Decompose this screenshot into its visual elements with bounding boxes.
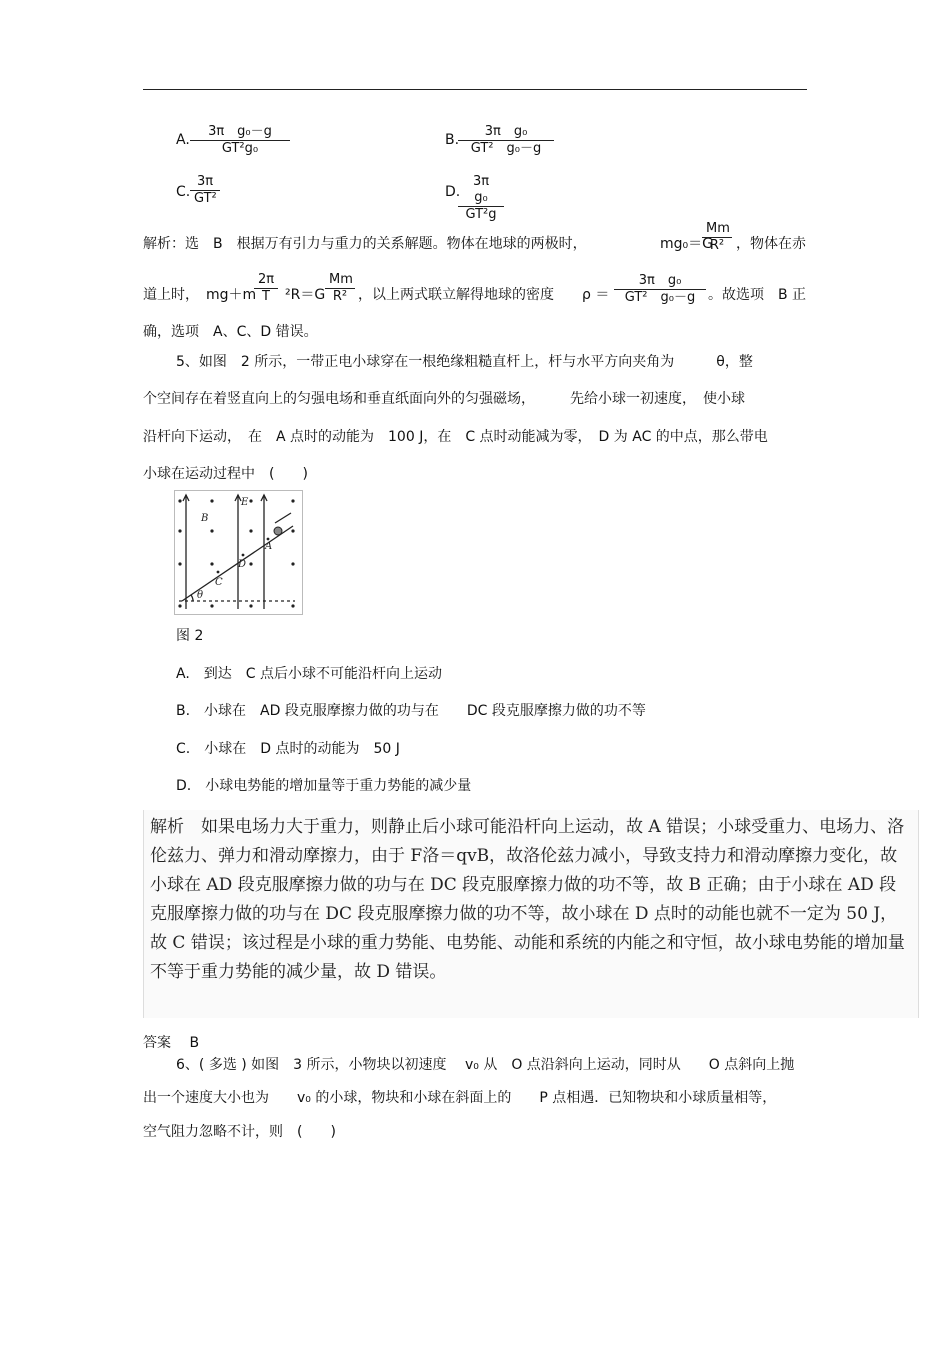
label-e: E [241, 497, 249, 508]
q5-option-b: B. 小球在 AD 段克服摩擦力做的功与在 DC 段克服摩擦力做的功不等 [176, 703, 646, 719]
solution4-frac-mm-r2-b: $\frac{Mm}{\text{R²}}$ [325, 272, 355, 305]
solution4-line1-end: ，物体在赤 [736, 236, 806, 252]
q6-line1: 6、( 多选 ) 如图 3 所示，小物块以初速度 v₀ 从 O 点沿斜向上运动，同时从 O 点斜向上抛 [176, 1057, 795, 1073]
header-rule [143, 89, 807, 90]
option-a-den: GT²g₀ [221, 141, 259, 156]
solution4-rho: ρ ＝ [582, 287, 610, 303]
label-c: C [215, 577, 223, 588]
option-c-den: GT² [194, 191, 217, 206]
option-d-den: GT²g [465, 207, 497, 222]
option-d-label: D. [445, 184, 461, 200]
q6-line2: 出一个速度大小也为 v₀ 的小球，物块和小球在斜面上的 P 点相遇．已知物块和小球质量相等， [143, 1090, 777, 1106]
solution4-line2-mid: ²R＝G [285, 287, 326, 303]
figure-caption: 图 2 [176, 628, 204, 644]
label-a: A [265, 541, 273, 552]
analysis-block: 解析 如果电场力大于重力，则静止后小球可能沿杆向上运动，故 A 错误；小球受重力、电场力、洛伦兹力、弹力和滑动摩擦力，由于 F洛＝qvB，故洛伦兹力减小，导致支持力和滑动摩擦力变化，故小球在 AD 段克服摩擦力做的功与在 DC 段克服摩擦力做的功不等，故 B 正确；由于小球在 AD 段克服摩擦力做的功与在 DC 段克服摩擦力做的功不等，故小球在 D 点时的动能也就不一定为 50 J，故 C 错误；该过程是小球的重力势能、电势能、动能和系统的内能之和守恒，故小球电势能的增加量不等于重力势能的减少量，故 D 错误。 [143, 810, 919, 1018]
option-c-label: C. [176, 184, 191, 200]
solution4-frac-density: $\frac{\text{3π g₀}}{\text{GT² g₀－g}}$ [614, 273, 706, 306]
option-b-den: GT² g₀－g [470, 141, 542, 156]
option-a-fraction [190, 124, 290, 157]
option-b-fraction [458, 124, 554, 157]
q5-line4: 小球在运动过程中 ( ) [143, 466, 308, 482]
option-d-num: 3π g₀ [458, 174, 504, 207]
solution4-line2-end: 。故选项 B 正 [708, 287, 807, 303]
q5-option-a: A. 到达 C 点后小球不可能沿杆向上运动 [176, 666, 443, 682]
solution4-mg0: mg₀＝G [660, 236, 713, 252]
label-b: B [201, 513, 209, 524]
option-b-num: 3π g₀ [458, 124, 554, 141]
solution4-line3: 确，选项 A、C、D 错误。 [143, 324, 318, 340]
solution4-line1: 解析：选 B 根据万有引力与重力的关系解题。物体在地球的两极时， [143, 236, 587, 252]
solution4-line2-text: ，以上两式联立解得地球的密度 [358, 287, 554, 303]
figure-2 [174, 490, 303, 615]
option-d-fraction [458, 174, 504, 223]
charged-ball [274, 527, 282, 535]
option-a-num: 3π g₀－g [190, 124, 290, 141]
option-b-label: B. [445, 132, 460, 148]
answer-line: 答案 B [143, 1035, 200, 1051]
theta-arc [191, 595, 193, 601]
option-c-fraction [190, 174, 220, 207]
option-c-num: 3π [190, 174, 220, 191]
q6-line3: 空气阻力忽略不计，则 ( ) [143, 1124, 336, 1140]
velocity-arrow [275, 513, 291, 523]
q5-line3: 沿杆向下运动， 在 A 点时的动能为 100 J，在 C 点时动能减为零， D 为 AC 的中点，那么带电 [143, 429, 768, 445]
q5-line2: 个空间存在着竖直向上的匀强电场和垂直纸面向外的匀强磁场， 先给小球一初速度， 使小球 [143, 391, 745, 407]
label-theta: θ [197, 590, 204, 601]
q5-option-c: C. 小球在 D 点时的动能为 50 J [176, 741, 400, 757]
option-a-label: A. [176, 132, 190, 148]
solution4-frac-2pi-t: $\frac{2\pi}{T}$ [254, 272, 278, 305]
label-d: D [238, 559, 247, 570]
q5-line1: 5、如图 2 所示，一带正电小球穿在一根绝缘粗糙直杆上，杆与水平方向夹角为 θ，整 [176, 354, 753, 370]
figure-2-diagram [175, 491, 302, 614]
solution4-frac-mm-r2: $\frac{Mm}{\text{R²}}$ [702, 221, 732, 254]
q5-option-d: D. 小球电势能的增加量等于重力势能的减少量 [176, 778, 472, 794]
solution4-line2-start: 道上时， mg＋m [143, 287, 257, 303]
